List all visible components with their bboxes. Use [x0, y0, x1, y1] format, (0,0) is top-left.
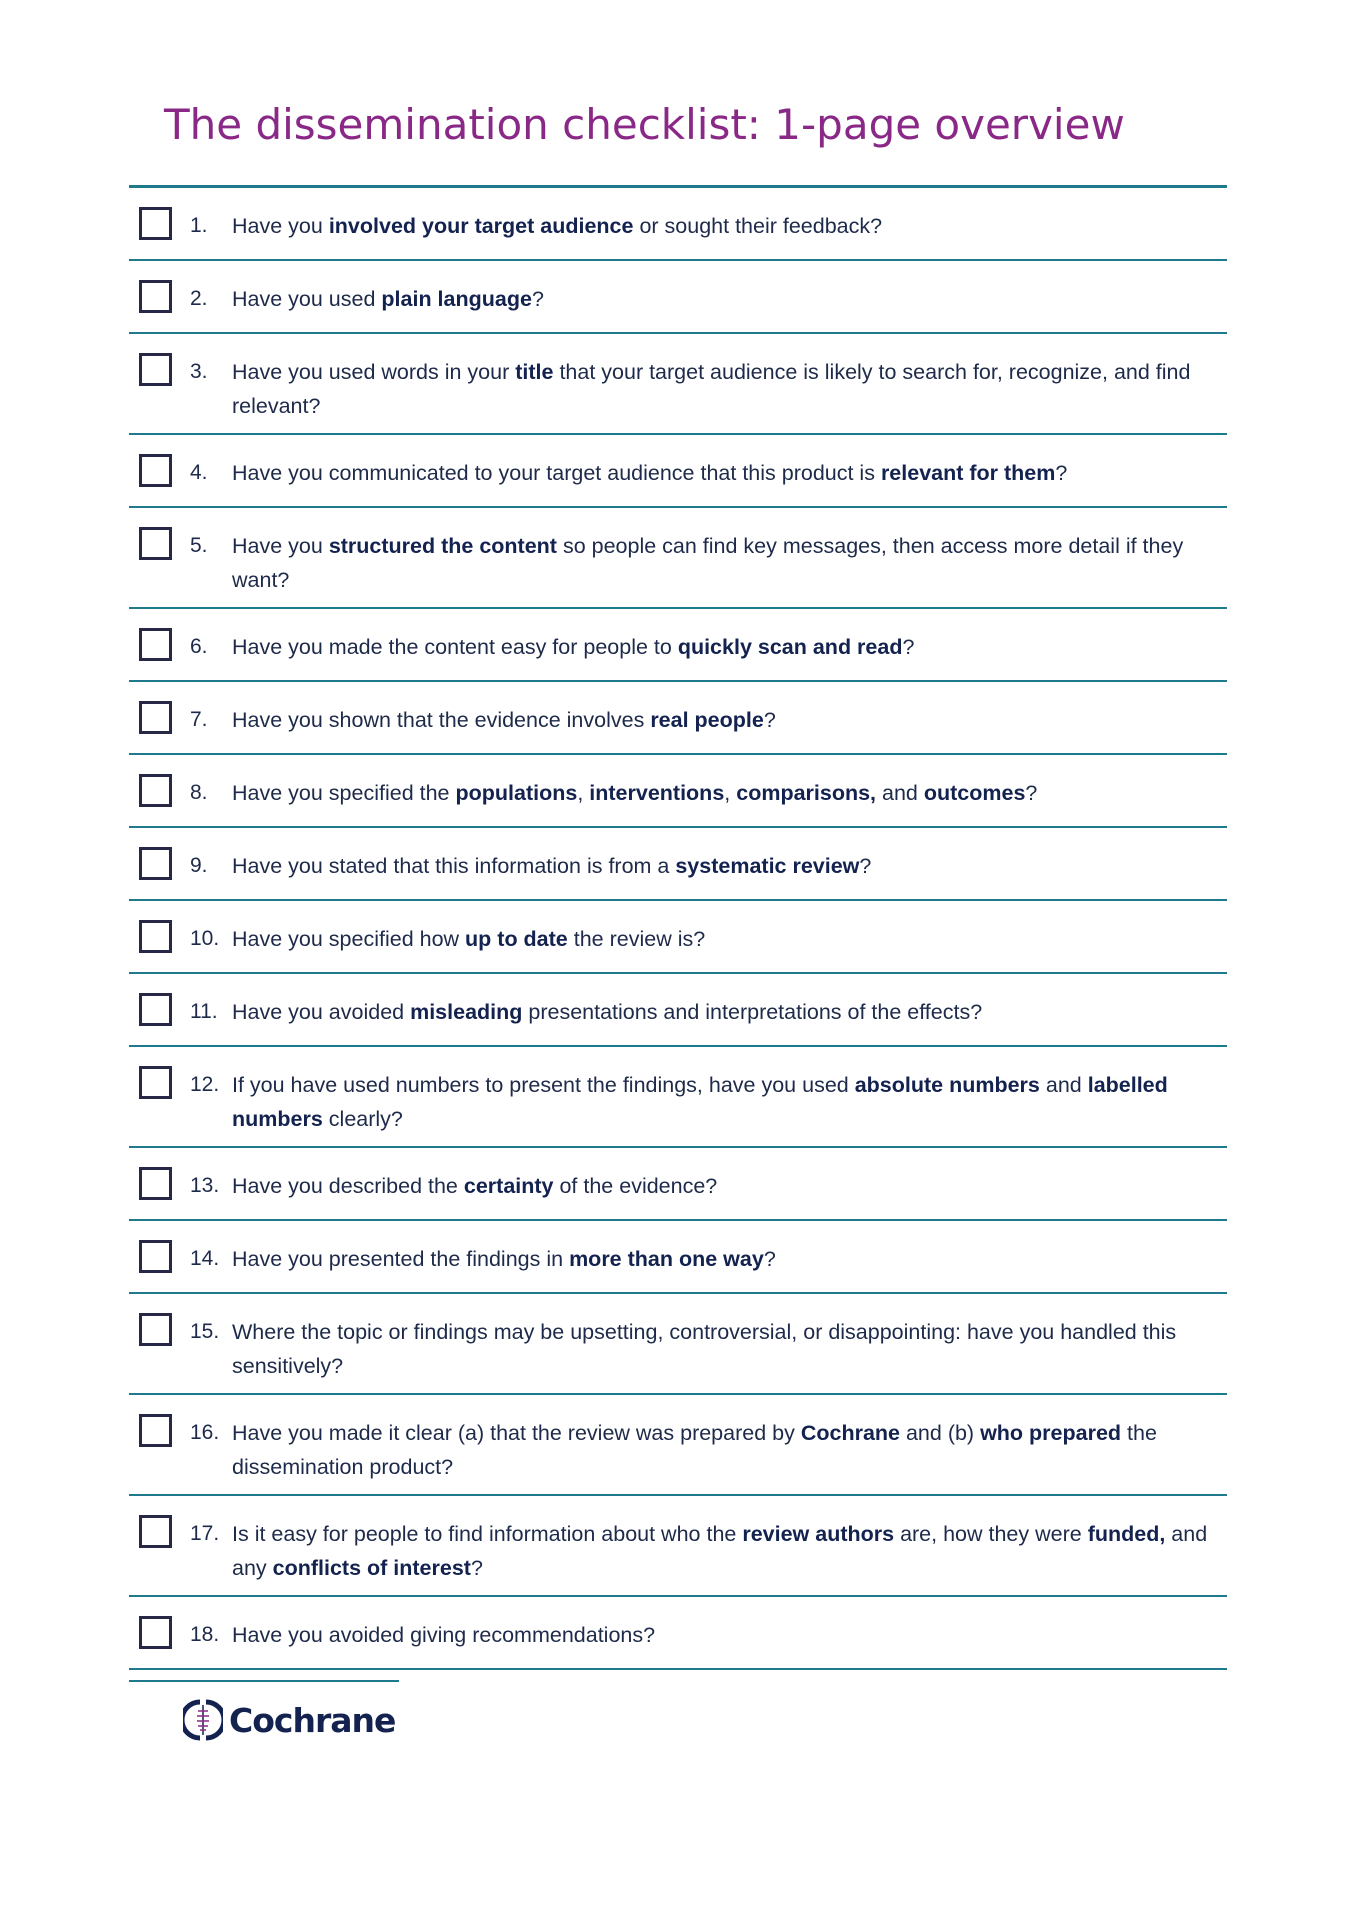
checklist-item [129, 1221, 1227, 1294]
item-number: 14. [190, 1247, 220, 1270]
item-question [232, 1517, 1217, 1585]
checkbox-item-1[interactable] [139, 207, 172, 240]
item-number: 13. [190, 1174, 220, 1197]
checkbox-item-9[interactable] [139, 847, 172, 880]
question-text: and any [232, 1522, 1208, 1580]
item-question [232, 282, 1217, 316]
checklist-item [129, 828, 1227, 901]
footer-divider [129, 1680, 399, 1682]
logo-text: Cochrane [229, 1700, 396, 1740]
checklist-item [129, 1148, 1227, 1221]
question-text: ? [763, 708, 776, 732]
item-number: 15. [190, 1320, 220, 1343]
checkbox-item-11[interactable] [139, 993, 172, 1026]
question-text: of the evidence? [553, 1174, 718, 1198]
question-text: Have you [232, 214, 329, 238]
emphasis-text: structured the content [328, 534, 557, 558]
checkbox-item-6[interactable] [139, 628, 172, 661]
question-text: Have you avoided [232, 1000, 411, 1024]
checklist-item [129, 1047, 1227, 1148]
checklist-item [129, 1597, 1227, 1670]
question-text: Have you [232, 534, 329, 558]
item-question [232, 529, 1217, 597]
checkbox-item-18[interactable] [139, 1616, 172, 1649]
question-text: presentations and interpretations of the effects? [522, 1000, 983, 1024]
question-text: that your target audience is likely to search for, recognize, and find relevant? [232, 360, 1191, 418]
checklist-item [129, 508, 1227, 609]
item-number: 18. [190, 1623, 220, 1646]
checklist-item [129, 755, 1227, 828]
question-text: are, how they were [894, 1522, 1088, 1546]
emphasis-text: outcomes [923, 781, 1026, 805]
question-text: ? [763, 1247, 776, 1271]
checkbox-item-7[interactable] [139, 701, 172, 734]
emphasis-text: quickly scan and read [677, 635, 903, 659]
item-number: 2. [190, 287, 208, 310]
question-text: Have you described the [232, 1174, 464, 1198]
question-text: Where the topic or findings may be upsetting, controversial, or disappointing: have you handled this sensitively? [232, 1320, 1177, 1378]
question-text: If you have used numbers to present the findings, have you used [232, 1073, 855, 1097]
item-number: 17. [190, 1522, 220, 1545]
emphasis-text: real people [650, 708, 764, 732]
question-text: Have you stated that this information is from a [232, 854, 676, 878]
checklist-item [129, 188, 1227, 261]
emphasis-text: systematic review [675, 854, 860, 878]
checklist-item [129, 901, 1227, 974]
question-text: the dissemination product? [232, 1421, 1157, 1479]
emphasis-text: involved your target audience [328, 214, 634, 238]
question-text: Have you specified the [232, 781, 456, 805]
item-number: 10. [190, 927, 220, 950]
question-text: ? [1025, 781, 1038, 805]
checklist-item [129, 974, 1227, 1047]
item-number: 7. [190, 708, 208, 731]
question-text: and [1039, 1073, 1088, 1097]
item-number: 16. [190, 1421, 220, 1444]
item-question [232, 776, 1217, 810]
emphasis-text: up to date [465, 927, 568, 951]
item-number: 5. [190, 534, 208, 557]
emphasis-text: comparisons, [736, 781, 877, 805]
item-question [232, 630, 1217, 664]
checklist-item [129, 1395, 1227, 1496]
question-text: and (b) [900, 1421, 981, 1445]
checkbox-item-2[interactable] [139, 280, 172, 313]
page-title: The dissemination checklist: 1-page overview [164, 100, 1125, 149]
checkbox-item-16[interactable] [139, 1414, 172, 1447]
item-question [232, 1315, 1217, 1383]
item-question [232, 703, 1217, 737]
question-text: Have you specified how [232, 927, 466, 951]
question-text: or sought their feedback? [633, 214, 883, 238]
question-text: and [876, 781, 924, 805]
question-text: ? [859, 854, 872, 878]
item-question [232, 1618, 1217, 1652]
item-number: 12. [190, 1073, 220, 1096]
checkbox-item-14[interactable] [139, 1240, 172, 1273]
checkbox-item-10[interactable] [139, 920, 172, 953]
emphasis-text: funded, [1087, 1522, 1166, 1546]
emphasis-text: certainty [463, 1174, 554, 1198]
checklist-item [129, 682, 1227, 755]
checkbox-item-17[interactable] [139, 1515, 172, 1548]
item-number: 6. [190, 635, 208, 658]
checkbox-item-3[interactable] [139, 353, 172, 386]
emphasis-text: title [515, 360, 554, 384]
cochrane-logo-icon [183, 1699, 223, 1741]
question-text: clearly? [322, 1107, 403, 1131]
emphasis-text: populations [455, 781, 578, 805]
checklist-item [129, 334, 1227, 435]
checkbox-item-4[interactable] [139, 454, 172, 487]
question-text: ? [1055, 461, 1068, 485]
question-text: Have you used [232, 287, 382, 311]
checklist [129, 185, 1227, 1670]
item-question [232, 456, 1217, 490]
question-text: ? [531, 287, 544, 311]
item-question [232, 849, 1217, 883]
emphasis-text: review authors [742, 1522, 895, 1546]
item-question [232, 1242, 1217, 1276]
question-text: Is it easy for people to find information about who the [232, 1522, 743, 1546]
emphasis-text: plain language [381, 287, 532, 311]
item-number: 4. [190, 461, 208, 484]
question-text: Have you presented the findings in [232, 1247, 570, 1271]
checkbox-item-12[interactable] [139, 1066, 172, 1099]
checkbox-item-13[interactable] [139, 1167, 172, 1200]
item-number: 1. [190, 214, 208, 237]
emphasis-text: who prepared [980, 1421, 1122, 1445]
question-text: so people can find key messages, then access more detail if they want? [232, 534, 1184, 592]
question-text: Have you avoided giving recommendations? [232, 1623, 656, 1647]
checklist-item [129, 1294, 1227, 1395]
question-text: , [724, 781, 737, 805]
checklist-item [129, 435, 1227, 508]
item-question [232, 1416, 1217, 1484]
item-question [232, 1068, 1217, 1136]
question-text: , [577, 781, 590, 805]
checklist-item [129, 609, 1227, 682]
checkbox-item-15[interactable] [139, 1313, 172, 1346]
item-number: 11. [190, 1000, 218, 1023]
checklist-item [129, 1496, 1227, 1597]
emphasis-text: relevant for them [880, 461, 1056, 485]
emphasis-text: interventions [589, 781, 725, 805]
checkbox-item-8[interactable] [139, 774, 172, 807]
emphasis-text: conflicts of interest [272, 1556, 471, 1580]
question-text: ? [470, 1556, 483, 1580]
checkbox-item-5[interactable] [139, 527, 172, 560]
emphasis-text: more than one way [569, 1247, 764, 1271]
item-number: 9. [190, 854, 208, 877]
item-question [232, 995, 1217, 1029]
item-number: 3. [190, 360, 208, 383]
emphasis-text: Cochrane [800, 1421, 900, 1445]
cochrane-logo [183, 1699, 395, 1741]
item-question [232, 922, 1217, 956]
question-text: Have you made the content easy for people to [232, 635, 678, 659]
checklist-item [129, 261, 1227, 334]
question-text: Have you used words in your [232, 360, 516, 384]
emphasis-text: labelled numbers [232, 1073, 1168, 1131]
question-text: Have you made it clear (a) that the review was prepared by [232, 1421, 801, 1445]
question-text: the review is? [567, 927, 706, 951]
emphasis-text: misleading [410, 1000, 523, 1024]
item-question [232, 209, 1217, 243]
item-number: 8. [190, 781, 208, 804]
item-question [232, 355, 1217, 423]
item-question [232, 1169, 1217, 1203]
question-text: Have you shown that the evidence involves [232, 708, 651, 732]
question-text: Have you communicated to your target audience that this product is [232, 461, 881, 485]
emphasis-text: absolute numbers [854, 1073, 1040, 1097]
question-text: ? [902, 635, 915, 659]
